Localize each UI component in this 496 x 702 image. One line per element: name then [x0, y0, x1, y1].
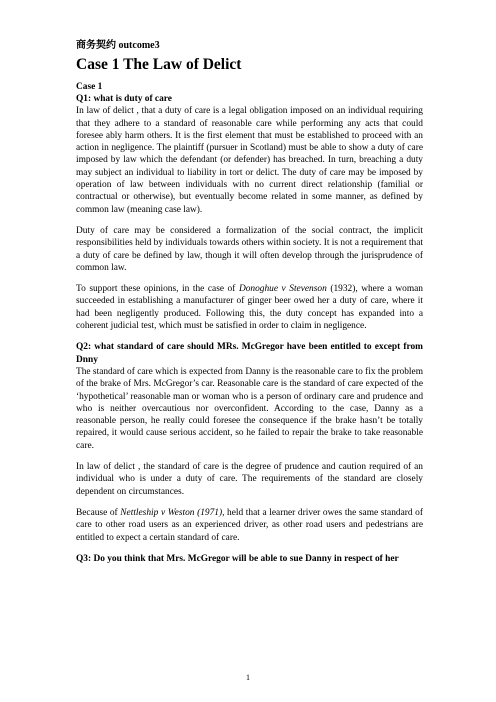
paragraph-text: Because of [76, 507, 121, 518]
case-label: Case 1 [76, 82, 103, 92]
paragraph-text: (1932), where a woman succeeded in establishing a manufacturer of ginger beer owed her a duty of care, where it had been negligently produced. Following this, the duty concept has expanded into a coherent judicial test, which must be satisfied in order to claim in negligence. [76, 284, 423, 332]
case-citation: Nettleship v Weston (1971) [120, 507, 223, 518]
page-title: Case 1 The Law of Delict [76, 56, 242, 73]
question-2-paragraph-3 [76, 507, 423, 544]
page-content [76, 40, 423, 565]
question-1-heading: Q1: what is duty of care [76, 94, 172, 104]
question-1-paragraph-2: Duty of care may be considered a formalization of the social contract, the implicit responsibilities held by individuals towards others within society. It is not a requirement that a duty of care be defined by law, though it will often develop through the jurisprudence of common law. [76, 225, 423, 273]
question-1-paragraph-1: In law of delict , that a duty of care is a legal obligation imposed on an individual requiring that they adhere to a standard of reasonable care while performing any acts that could foresee ably harm others. It is the first element that must be established to proceed with an action in negligence. The plaintiff (pursuer in Scotland) must be able to show a duty of care imposed by law which the defendant (or defender) has breached. In turn, breaching a duty may subject an individual to liability in tort or delict. The duty of care may be imposed by operation of law between individuals with no current direct relationship (familial or contractual or otherwise), but eventually become related in some manner, as defined by common law (meaning case law). [76, 106, 423, 215]
question-3-heading: Q3: Do you think that Mrs. McGregor will be able to sue Danny in respect of her [76, 553, 399, 564]
question-2-paragraph-1: The standard of care which is expected from Danny is the reasonable care to fix the problem of the brake of Mrs. McGregor’s car. Reasonable care is the standard of care expected of the ‘hypothetical’ reasonable man or woman who is a person of ordinary care and prudence and who is neither overcautious nor overconfident. According to the case, Danny as a reasonable person, he really could foresee the consequence if the brake hasn’t be totally repaired, it would cause serious accident, so he failed to repair the brake to take reasonable care. [76, 366, 423, 451]
question-2-paragraph-2: In law of delict , the standard of care is the degree of prudence and caution required of an individual who is under a duty of care. The requirements of the standard are closely dependent on circumstances. [76, 462, 423, 497]
page-number: 1 [246, 673, 250, 682]
question-2-heading: Q2: what standard of care should MRs. McGregor have been entitled to except from Dnny [76, 342, 423, 365]
document-header: 商务契约 outcome3 [76, 40, 160, 51]
paragraph-text: , held that a learner driver owes the same standard of care to other road users as an experienced driver, as other road users and pedestrians are entitled to expect a certain standard of care. [76, 507, 423, 543]
question-1-paragraph-3 [76, 283, 423, 332]
case-citation: Donoghue v Stevenson [238, 284, 327, 295]
paragraph-text: To support these opinions, in the case of [76, 284, 239, 295]
